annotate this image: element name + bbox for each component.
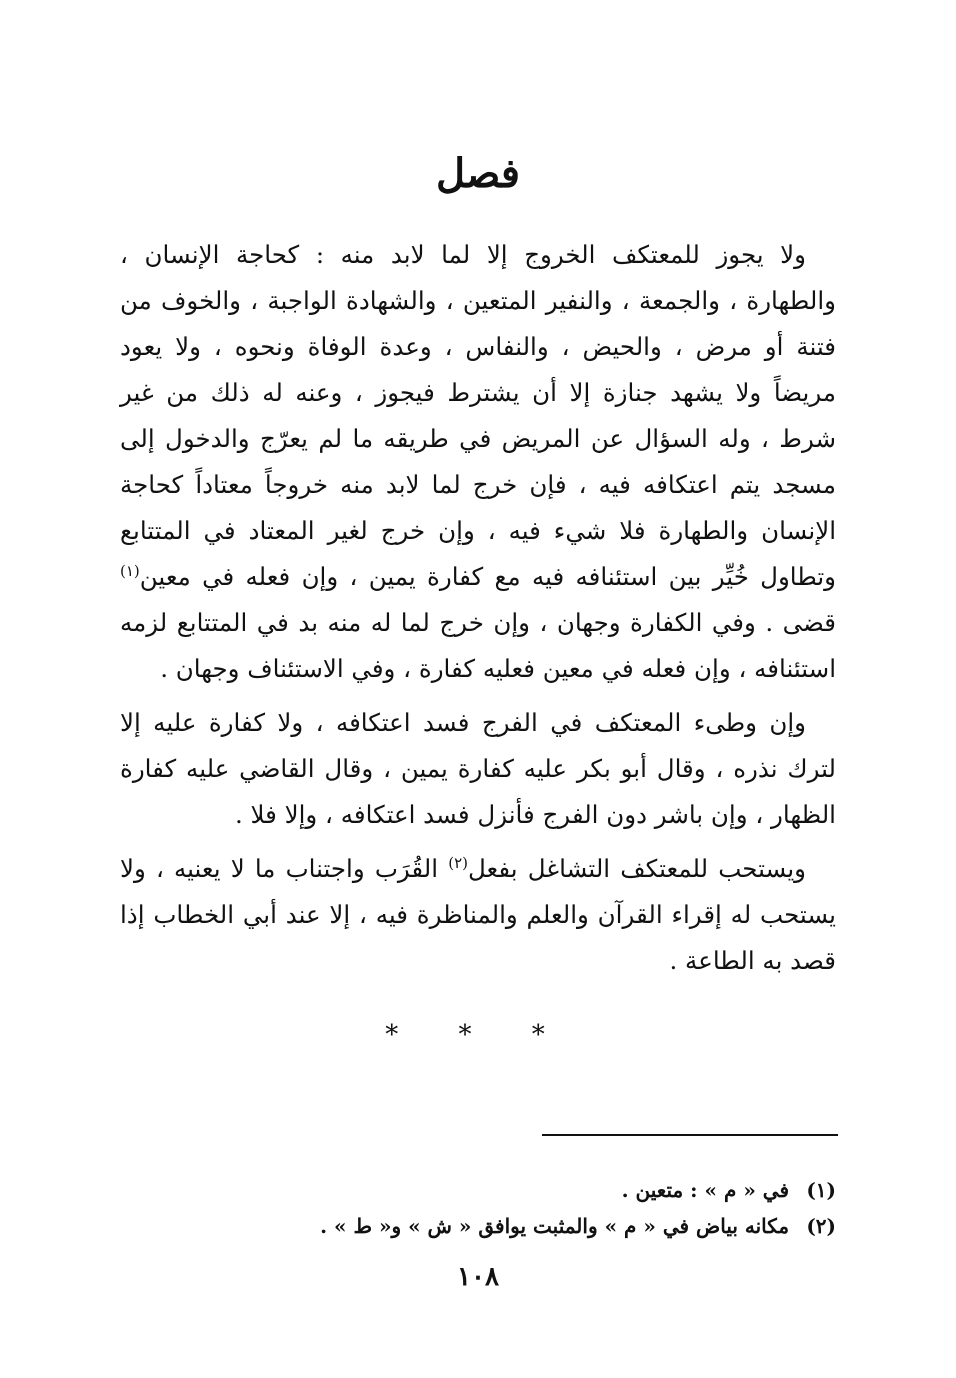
paragraph-text: وإن وطىء المعتكف في الفرج فسد اعتكافه ، ولا كفارة عليه إلا لترك نذره ، وقال أبو بكر عليه كفارة يمين ، وقال القاضي عليه كفارة الظهار ، وإن باشر دون الفرج فأنزل فسد اعتكافه ، وإلا فلا . [120, 708, 836, 829]
paragraph-3 [120, 846, 836, 984]
paragraph-text: قضى . وفي الكفارة وجهان ، وإن خرج لما له منه بد في المتتابع لزمه استئنافه ، وإن فعله في معين فعليه كفارة ، وفي الاستئناف وجهان . [120, 608, 836, 683]
footnote-number: (٢) [806, 1214, 836, 1238]
footnote-number: (١) [806, 1178, 836, 1202]
footnote-divider [542, 1134, 838, 1136]
paragraph-text: ويستحب للمعتكف التشاغل بفعل [468, 854, 806, 883]
footnote-2 [120, 1208, 836, 1244]
section-separator: * * * [385, 1020, 571, 1050]
paragraph-2 [120, 700, 836, 838]
footnote-ref-1: (١) [120, 561, 140, 580]
paragraph-text: ولا يجوز للمعتكف الخروج إلا لما لابد منه : كحاجة الإنسان ، والطهارة ، والجمعة ، والنفير المتعين ، والشهادة الواجبة ، والخوف من فتنة أو مرض ، والحيض ، والنفاس ، وعدة الوفاة ونحوه ، ولا يعود مريضاً ولا يشهد جنازة إلا أن يشترط فيجوز ، وعنه له ذلك من غير شرط ، وله السؤال عن المريض في طريقه ما لم يعرّج والدخول إلى مسجد يتم اعتكافه فيه ، فإن خرج لما لابد منه خروجاً معتاداً كحاجة الإنسان والطهارة فلا شيء فيه ، وإن خرج لغير المعتاد في المتتابع وتطاول خُيِّر بين استئنافه فيه مع كفارة يمين ، وإن فعله في معين [120, 240, 836, 591]
paragraph-1 [120, 232, 836, 692]
footnote-1 [120, 1172, 836, 1208]
paragraph-text: القُرَب واجتناب ما لا يعنيه ، ولا يستحب له إقراء القرآن والعلم والمناظرة فيه ، إلا عند أبي الخطاب إذا قصد به الطاعة . [120, 854, 836, 975]
body-text [120, 232, 836, 992]
footnote-text: في « م » : متعين . [621, 1178, 790, 1202]
footnote-text: مكانه بياض في « م » والمثبت يوافق « ش » و« ط » . [320, 1214, 790, 1238]
footnote-ref-2: (٢) [448, 853, 468, 872]
footnotes [120, 1172, 836, 1244]
section-title: فصل [435, 150, 521, 197]
page-number: ١٠٨ [457, 1262, 499, 1292]
